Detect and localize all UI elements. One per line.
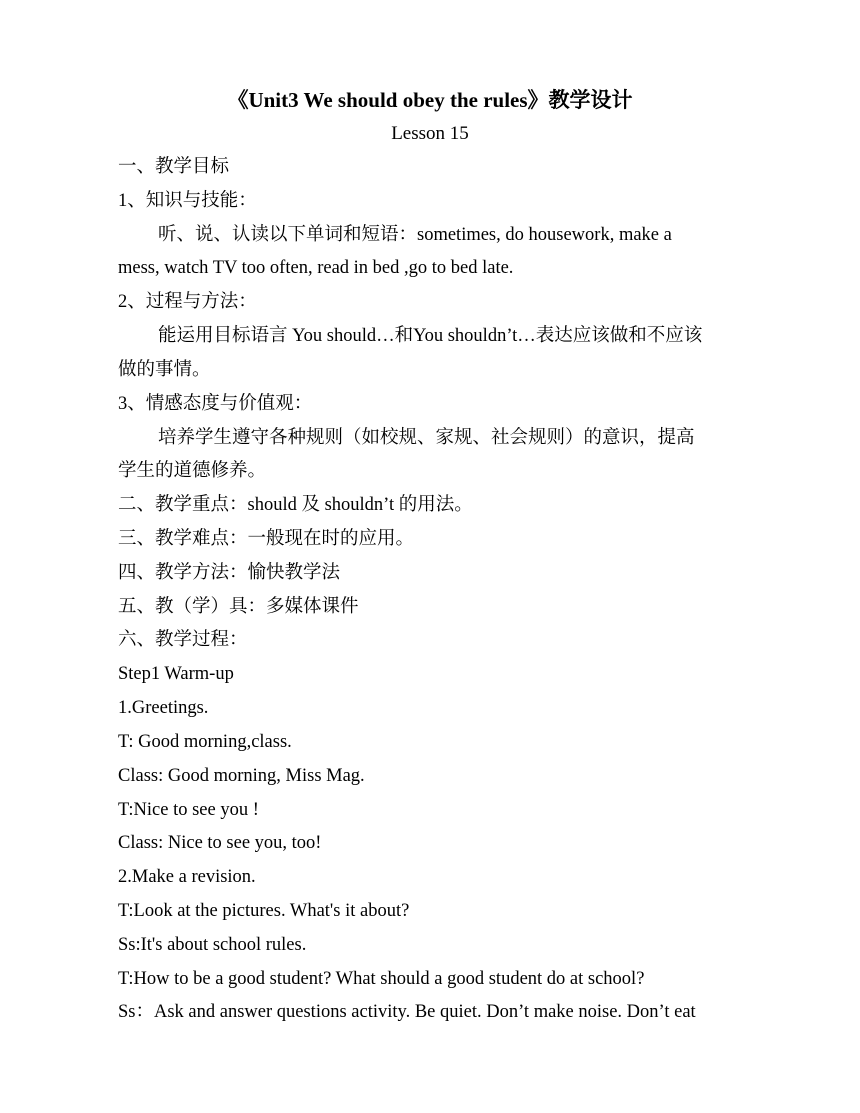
dialogue-line: T:How to be a good student? What should a good student do at school? xyxy=(118,969,645,989)
dialogue-line: Ss：Ask and answer questions activity. Be quiet. Don’t make noise. Don’t eat xyxy=(118,1002,696,1022)
document-title: 《Unit3 We should obey the rules》教学设计 xyxy=(227,88,633,112)
paragraph-line: 能运用目标语言 You should…和You shouldn’t…表达应该做和不应该 xyxy=(158,326,703,346)
subheading-knowledge-skills: 1、知识与技能： xyxy=(118,191,257,211)
section-heading-key-points: 二、教学重点：should 及 shouldn’t 的用法。 xyxy=(118,495,473,515)
subheading-process-methods: 2、过程与方法： xyxy=(118,292,257,312)
section-heading-objectives: 一、教学目标 xyxy=(118,157,230,177)
paragraph-line: 做的事情。 xyxy=(118,360,211,380)
list-item: 2.Make a revision. xyxy=(118,867,256,887)
section-heading-difficulties: 三、教学难点：一般现在时的应用。 xyxy=(118,529,415,549)
step-heading: Step1 Warm-up xyxy=(118,664,234,684)
paragraph-line: 学生的道德修养。 xyxy=(118,461,267,481)
paragraph-line: mess, watch TV too often, read in bed ,go to bed late. xyxy=(118,258,514,278)
dialogue-line: Ss:It's about school rules. xyxy=(118,935,307,955)
section-heading-aids: 五、教（学）具：多媒体课件 xyxy=(118,597,359,617)
dialogue-line: T:Look at the pictures. What's it about? xyxy=(118,901,410,921)
subheading-attitudes-values: 3、情感态度与价值观： xyxy=(118,394,313,414)
list-item: 1.Greetings. xyxy=(118,698,209,718)
paragraph-line: 听、说、认读以下单词和短语：sometimes, do housework, make a xyxy=(158,225,672,245)
dialogue-line: T:Nice to see you ! xyxy=(118,800,259,820)
dialogue-line: T: Good morning,class. xyxy=(118,732,292,752)
section-heading-procedure: 六、教学过程： xyxy=(118,630,248,650)
section-heading-methods: 四、教学方法：愉快教学法 xyxy=(118,563,341,583)
dialogue-line: Class: Nice to see you, too! xyxy=(118,833,322,853)
dialogue-line: Class: Good morning, Miss Mag. xyxy=(118,766,365,786)
paragraph-line: 培养学生遵守各种规则（如校规、家规、社会规则）的意识，提高 xyxy=(158,428,695,448)
lesson-subtitle: Lesson 15 xyxy=(391,123,469,144)
